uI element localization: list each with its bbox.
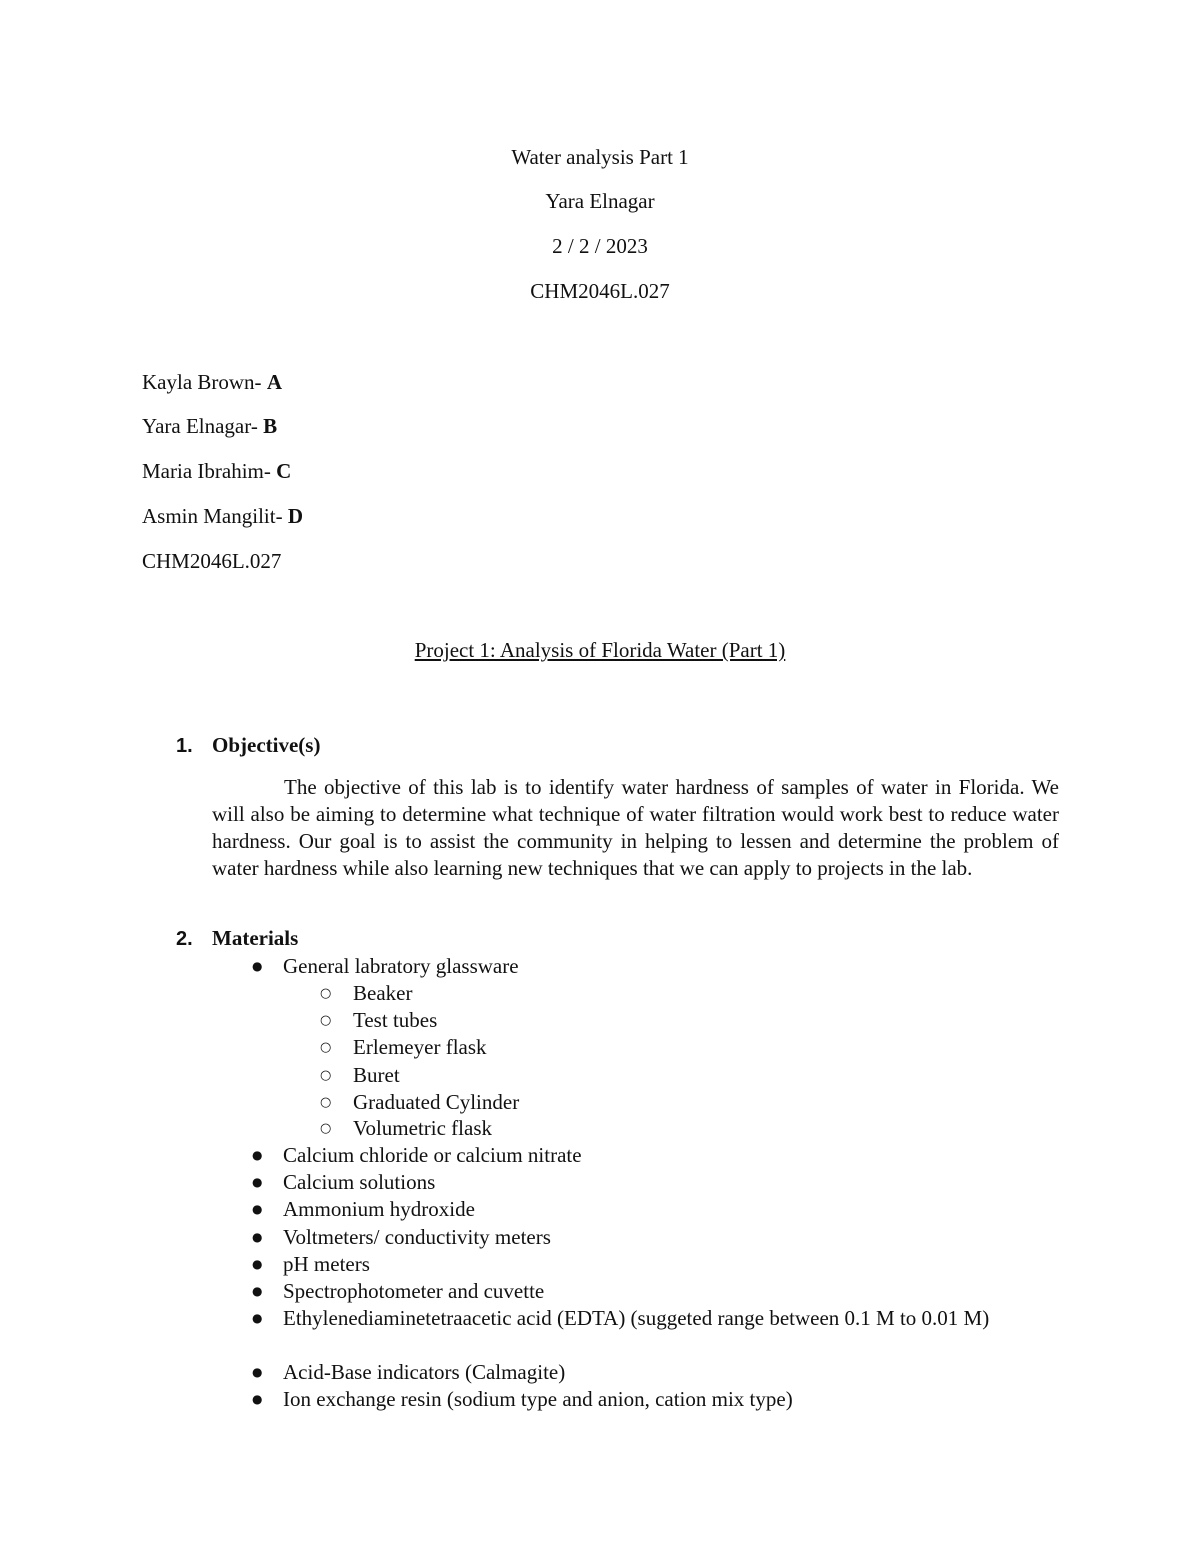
circle-bullet-icon: ○ [320, 1095, 332, 1110]
list-item: ● Calcium solutions [252, 1170, 436, 1194]
list-item: ○ Buret [320, 1063, 400, 1087]
list-item: ○ Beaker [320, 981, 413, 1005]
member-letter: D [287, 504, 304, 528]
member-name: Yara Elnagar- [142, 414, 264, 438]
section-title: Objective(s) [212, 733, 321, 757]
course-code: CHM2046L.027 [530, 279, 670, 303]
list-item: ● Ammonium hydroxide [252, 1197, 475, 1221]
objective-text: The objective of this lab is to identify water hardness of samples of water in Florida. We will also be aiming to determine what technique of water filtration would work best to reduce water hardness. Our goal is to assist the community in helping to lessen and determine the problem of water hardness while also learning new techniques that we can apply to projects in the lab. [212, 775, 1059, 880]
circle-bullet-icon: ○ [320, 1121, 332, 1136]
project-title-text: Project 1: Analysis of Florida Water (Part 1) [414, 638, 786, 662]
list-item: ● Acid-Base indicators (Calmagite) [252, 1360, 566, 1384]
list-item: ○ Erlemeyer flask [320, 1035, 487, 1059]
group-member [142, 459, 291, 483]
list-item: ● Spectrophotometer and cuvette [252, 1279, 545, 1303]
objective-paragraph [212, 774, 1059, 882]
list-item: ● General labratory glassware [252, 954, 519, 978]
circle-bullet-icon: ○ [320, 986, 332, 1001]
member-name: Kayla Brown- [142, 370, 267, 394]
report-title: Water analysis Part 1 [511, 145, 689, 169]
member-name: Maria Ibrahim- [142, 459, 277, 483]
report-date: 2 / 2 / 2023 [552, 234, 648, 258]
group-member [142, 414, 277, 438]
bullet-icon: ● [252, 1148, 263, 1162]
list-item: ● pH meters [252, 1252, 370, 1276]
list-item: ○ Graduated Cylinder [320, 1090, 520, 1114]
list-item: ● Ethylenediaminetetraacetic acid (EDTA) (suggeted range between 0.1 M to 0.01 M) [252, 1306, 990, 1330]
bullet-icon: ● [252, 1202, 263, 1216]
bullet-icon: ● [252, 1257, 263, 1271]
bullet-icon: ● [252, 1311, 263, 1325]
member-letter: A [266, 370, 282, 394]
section-number: 1. [176, 735, 193, 757]
circle-bullet-icon: ○ [320, 1040, 332, 1055]
materials-heading [176, 926, 298, 951]
list-item: ○ Volumetric flask [320, 1116, 493, 1140]
circle-bullet-icon: ○ [320, 1068, 332, 1083]
member-letter: B [263, 414, 278, 438]
list-item: ○ Test tubes [320, 1008, 438, 1032]
list-item: ● Ion exchange resin (sodium type and anion, cation mix type) [252, 1387, 793, 1411]
circle-bullet-icon: ○ [320, 1013, 332, 1028]
group-member [142, 370, 282, 394]
bullet-icon: ● [252, 1284, 263, 1298]
member-name: Asmin Mangilit- [142, 504, 288, 528]
author-name: Yara Elnagar [545, 189, 655, 213]
group-member [142, 504, 303, 528]
bullet-icon: ● [252, 1365, 263, 1379]
objective-heading [176, 733, 320, 758]
bullet-icon: ● [252, 1175, 263, 1189]
project-title [0, 638, 1200, 662]
group-course-code: CHM2046L.027 [142, 549, 282, 573]
bullet-icon: ● [252, 1392, 263, 1406]
member-letter: C [276, 459, 292, 483]
section-number: 2. [176, 928, 193, 950]
list-item: ● Voltmeters/ conductivity meters [252, 1225, 551, 1249]
bullet-icon: ● [252, 1230, 263, 1244]
bullet-icon: ● [252, 959, 263, 973]
section-title: Materials [212, 926, 299, 950]
list-item: ● Calcium chloride or calcium nitrate [252, 1143, 582, 1167]
